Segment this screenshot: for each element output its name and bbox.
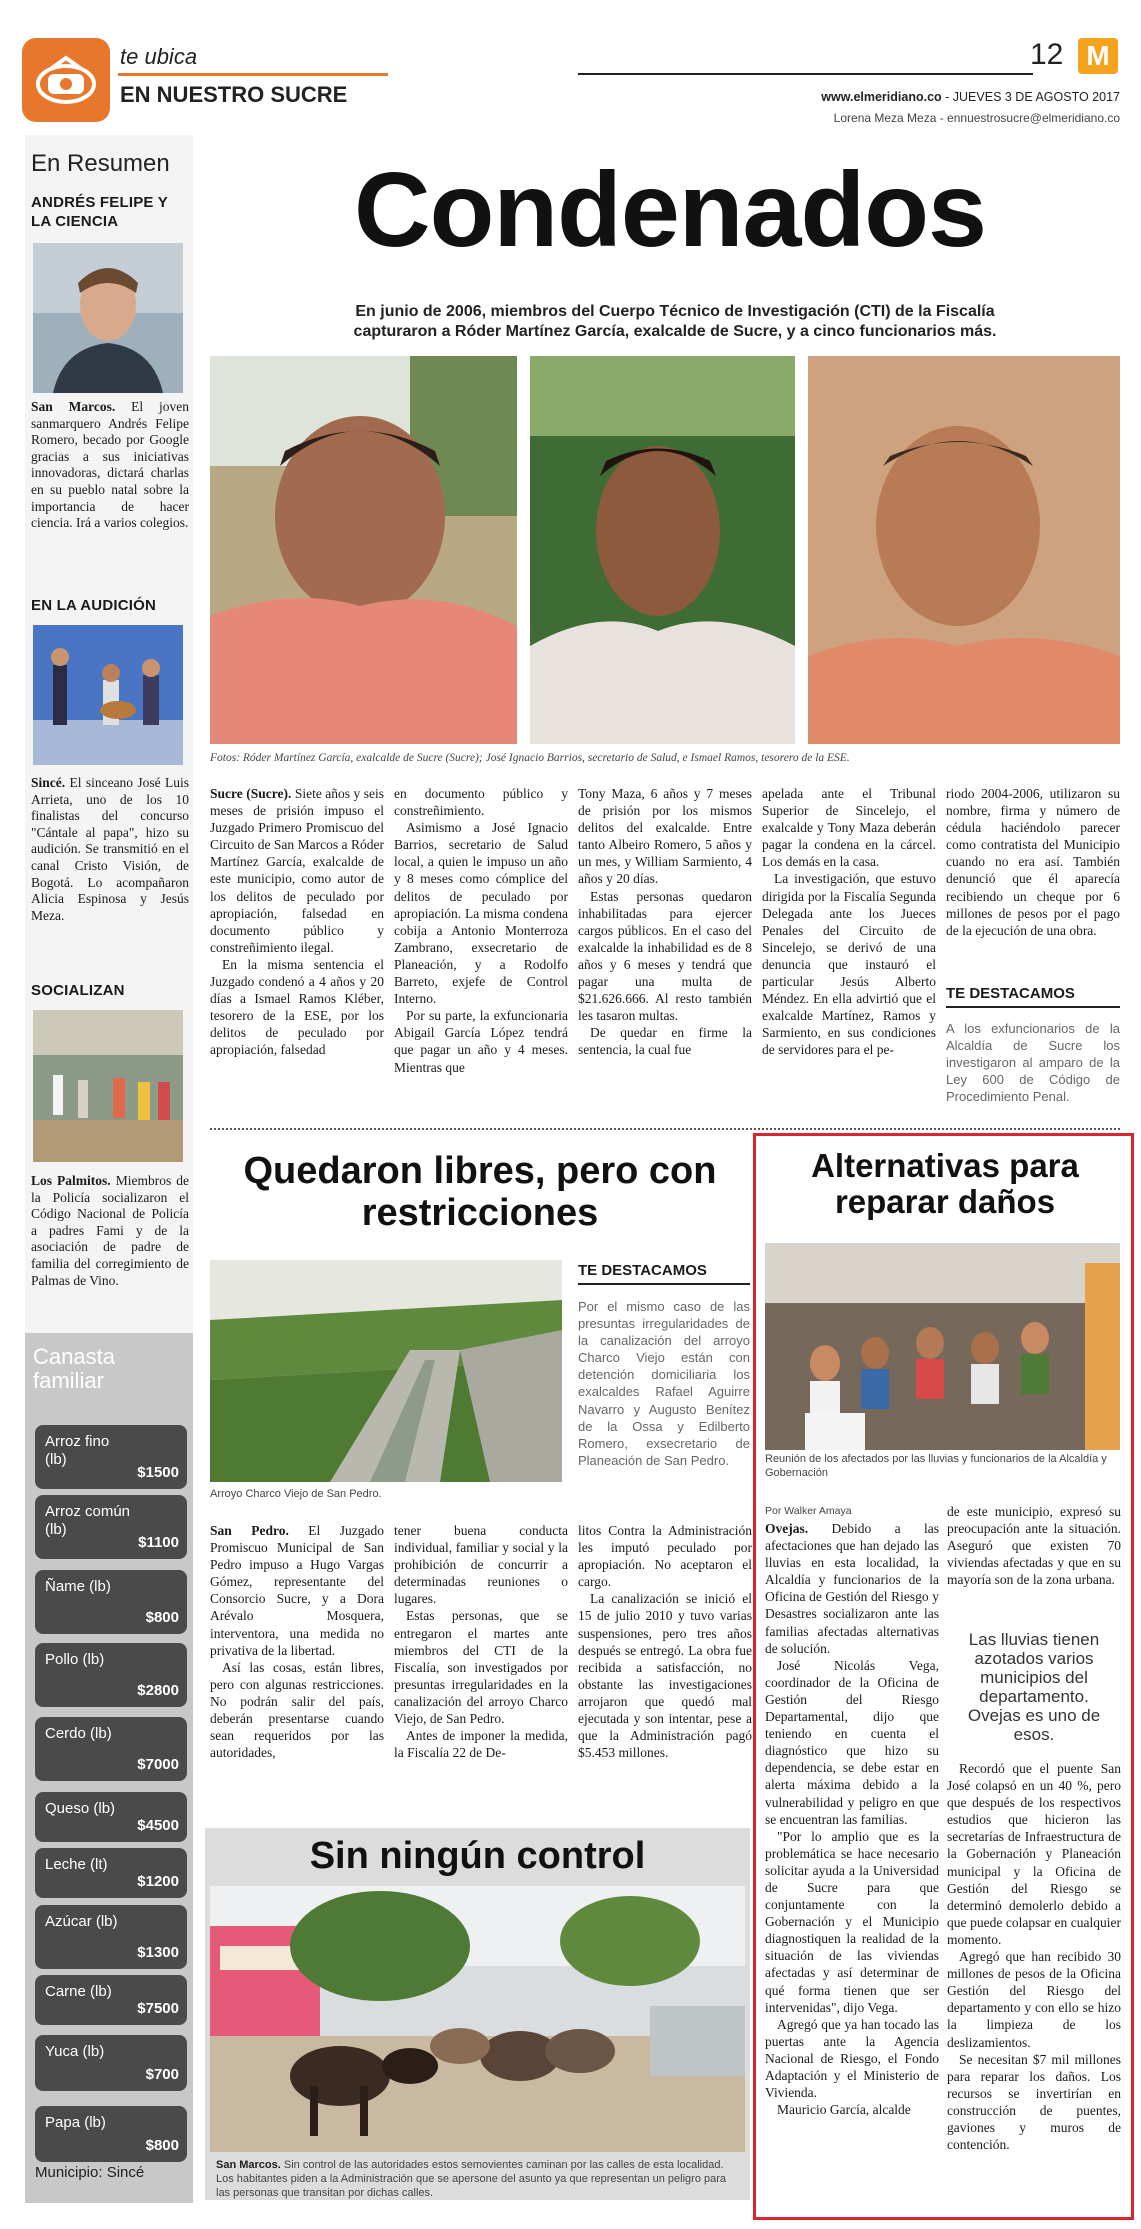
canasta-item-name: Queso (lb) (45, 1800, 116, 1817)
alternativas-headline: Alternativas para reparar daños (811, 1147, 1079, 1220)
canasta-item-name: Leche (lt) (45, 1856, 108, 1873)
main-destacamos-text: A los exfuncionarios de la Alcaldía de Sucre los investigaron al amparo de la Ley 600 de Código de Procedimiento Penal. (946, 1021, 1120, 1105)
canasta-item (35, 2106, 187, 2162)
canasta-item (35, 1905, 187, 1969)
sidebar-item2-text (31, 775, 189, 924)
control-headline: Sin ningún control (309, 1835, 646, 1877)
libres-col3b-text: La canalización se inició el 15 de julio 2010 y tuvo varias suspensiones, pero tres años después se entregó. La obra fue recibida a satisfacción, no obstante las investigaciones arrojaron que quedó mal ejecutada y son intentar, pese a que la Administración pagó $5.453 millones. (578, 1591, 752, 1761)
ismael-ramos-photo (808, 356, 1120, 744)
libres-destacamos-text: Por el mismo caso de las presuntas irregularidades de la canalización del arroyo Charco Viejo están con detención domiciliaria los exalcaldes Rafael Aguirre Navarro y Augusto Benítez de la Ossa y Edilberto Romero, exsecretario de Planeación de San Pedro. (578, 1299, 750, 1468)
header-byline: Lorena Meza Meza - ennuestrosucre@elmeridiano.co (833, 111, 1120, 125)
roder-martinez-photo (210, 356, 517, 744)
alternativas-lead: Ovejas. (765, 1521, 809, 1536)
sidebar-item3-lead: Los Palmitos. (31, 1173, 111, 1188)
control-lead: San Marcos. (216, 2159, 281, 2171)
socializan-photo (33, 1010, 183, 1162)
main-col3b-text: Estas personas quedaron inhabilitadas para ejercer cargos públicos. En el caso del exalcalde la inhabilidad es de 8 años y 6 meses y tendrá que pagar una multa de $21.626.666. Al resto también les tasaron multas. (578, 888, 752, 1024)
alternativas-col1d-text: Agregó que ya han tocado las puertas ante la Agencia Nacional de Riesgo, el Fondo Adaptación y el Ministerio de Vivienda. (765, 2016, 939, 2101)
main-col3a-text: Tony Maza, 6 años y 7 meses de prisión por los mismos delitos del exalcalde. Entre tanto Albeiro Romero, 5 años y un mes, y William Sarmiento, 4 años y 20 días. (578, 786, 752, 887)
canasta-item-name: Ñame (lb) (45, 1578, 111, 1595)
alternativas-col2a-text: de este municipio, expresó su preocupación ante la situación. Aseguró que existen 70 viviendas afectadas y que en su mayoría son de la zona urbana. (947, 1504, 1121, 1588)
sidebar-item2-body: El sinceano José Luis Arrieta, uno de los 10 finalistas del concurso "Cántale al papa", hizo su audición. Se transmitió en el canal Cristo Visión, de Bogotá. Lo acompañaron Alicia Espinosa y Jesús Meza. (31, 775, 189, 923)
libres-col1-text: El Juzgado Promiscuo Municipal de San Pedro impuso a Hugo Vargas Gómez, representante del Consorcio Sucre, y a Dora Arévalo Mosquera, interventora, una medida no privativa de la libertad. (210, 1523, 384, 1658)
alternativas-col1c-text: "Por lo amplio que es la problemática se hace necesario solicitar ayuda a la Universidad de Sucre para que conjuntamente con la Gobernación y el Municipio diagnostiquen la realidad de la situación de las viviendas afectadas y así determinar de qué forma tienen que ser intervenidas", dijo Vega. (765, 1828, 939, 2015)
canasta-item (35, 1425, 187, 1489)
location-badge-icon (22, 38, 110, 122)
header-dateline (750, 90, 1120, 104)
libres-col-2 (394, 1522, 568, 1807)
libres-col2c-text: Antes de imponer la medida, la Fiscalía 22 de De- (394, 1728, 568, 1761)
sidebar-item1-body: El joven sanmarquero Andrés Felipe Romero, becado por Google gracias a sus iniciativas innovadoras, dictará charlas en su pueblo natal sobre la importancia de hacer ciencia. Irá a varios colegios. (31, 399, 189, 531)
canasta-item (35, 1570, 187, 1634)
issue-date: - JUEVES 3 DE AGOSTO 2017 (941, 90, 1120, 104)
sidebar-item2-heading: EN LA AUDICIÓN (31, 597, 157, 614)
canasta-item-price: $700 (145, 2066, 179, 2083)
libres-col2a-text: tener buena conducta individual, familiar y social y la prohibición de concurrir a determinadas reuniones o lugares. (394, 1523, 568, 1607)
libres-col1b-text: Así las cosas, están libres, pero con algunas restricciones. No podrán salir del país, deberán presentarse cuando sean requeridos por las autoridades, (210, 1659, 384, 1761)
arroyo-charco-viejo-photo (210, 1260, 562, 1482)
main-col2b-text: Asimismo a José Ignacio Barrios, secretario de Salud local, a quien le impuso un año y 8 meses como cómplice del delitos de peculado por apropiación. La misma condena cobija a Antonio Monterroza Zambrano, exsecretario de Planeación, y a Rodolfo Barreto, exjefe de Control Interno. (394, 820, 568, 1007)
canasta-item-price: $1100 (138, 1534, 179, 1551)
jose-ignacio-barrios-photo (530, 356, 795, 744)
canasta-item-price: $800 (145, 1609, 179, 1626)
audicion-photo (33, 625, 183, 765)
alternativas-byline: Por Walker Amaya (765, 1505, 852, 1517)
main-deck: En junio de 2006, miembros del Cuerpo Técnico de Investigación (CTI) de la Fiscalía capturaron a Róder Martínez García, exalcalde de Sucre, y a cinco funcionarios más. (353, 303, 997, 340)
alternativas-col2c-text: Agregó que han recibido 30 millones de pesos de la Oficina Gestión del Riesgo del departamento y con ello se hizo la limpieza de los deslizamientos. (947, 1949, 1121, 2050)
site-url[interactable]: www.elmeridiano.co (821, 90, 942, 104)
reunion-afectados-photo (765, 1243, 1120, 1450)
canasta-item (35, 1643, 187, 1707)
main-col-4 (762, 785, 936, 1125)
libres-photo-caption: Arroyo Charco Viejo de San Pedro. (210, 1488, 382, 1500)
canasta-item-name: Arroz fino (lb) (45, 1433, 110, 1468)
section-label-top: te ubica (120, 44, 198, 69)
header-rule (578, 73, 1033, 75)
main-col2c-text: Por su parte, la exfuncionaria Abigail García López tendrá que pagar un año y 4 meses. Mientras que (394, 1008, 568, 1075)
canasta-item-name: Carne (lb) (45, 1983, 112, 2000)
canasta-item-price: $2800 (137, 1682, 179, 1699)
canasta-item-name: Papa (lb) (45, 2114, 106, 2131)
alternativas-col1-text: Debido a las afectaciones que han dejado las lluvias en esta localidad, la Alcaldía y funcionarios de la Oficina de Gestión del Riesgo y Desastres socializaron ante las familias afectadas alternativas de solución. (765, 1521, 939, 1656)
andres-felipe-photo (33, 243, 183, 393)
canasta-item-name: Arroz común (lb) (45, 1503, 131, 1538)
main-col1b-text: En la misma sentencia el Juzgado condenó a 4 años y 20 días a Ismael Ramos Kléber, tesorero de la ESE, por los delitos de peculado por apropiación, falsedad (210, 956, 384, 1058)
semovientes-photo (210, 1886, 745, 2152)
libres-col3a-text: litos Contra la Administración les imputó peculado por apropiación. No aceptaron el cargo. (578, 1523, 752, 1590)
libres-col-3 (578, 1522, 752, 1807)
canasta-item-price: $1200 (137, 1873, 179, 1890)
libres-destacamos-heading: TE DESTACAMOS (578, 1262, 750, 1285)
main-col5a-text: riodo 2004-2006, utilizaron su nombre, firma y número de cédula haciéndolo parecer como contratista del Municipio cuando no era así. También denunció que él aparecía recibiendo un cheque por 6 millones de pesos por el pago de la ejecución de una obra. (946, 786, 1120, 938)
section-label-bottom: EN NUESTRO SUCRE (120, 82, 348, 107)
alternativas-col2b-text: Recordó que el puente San José colapsó en un 40 %, pero que después de los respectivos estudios que hicieron las secretarías de Infraestructura de la Gobernación y Planeación municipal y la Oficina de Gestión del Riesgo se determinó demolerlo debido a que puede colapsar en cualquier momento. (947, 1761, 1121, 1947)
canasta-item (35, 1848, 187, 1898)
canasta-item-price: $1500 (137, 1464, 179, 1481)
control-caption-text: Sin control de las autoridades estos semovientes caminan por las calles de esta localidad. Los habitantes piden a la Administración que se apersone del asunto ya que representan un peligro para las personas que transitan por dichas calles. (216, 2159, 727, 2199)
canasta-item-price: $7000 (137, 1756, 179, 1773)
main-col4b-text: La investigación, que estuvo dirigida por la Fiscalía Segunda Delegada ante los Jueces Penales del Circuito de Sincelejo, se derivó de una denuncia que instauró el particular Jesús Alberto Méndez. En ella advirtió que el exalcalde Martínez, Ramos y Sarmiento, en sus condiciones de servidores para el pe- (762, 871, 936, 1058)
main-lead: Sucre (Sucre). (210, 786, 292, 801)
main-col4a-text: apelada ante el Tribunal Superior de Sincelejo, el exalcalde y Tony Maza deberán pagar la condena en la cárcel. Los demás en la casa. (762, 786, 936, 870)
libres-headline: Quedaron libres, pero con restricciones (243, 1150, 717, 1234)
canasta-item (35, 2035, 187, 2091)
section-divider (210, 1128, 1120, 1130)
canasta-item (35, 1792, 187, 1842)
sidebar-item3-heading: SOCIALIZAN (31, 982, 125, 999)
sidebar-item3-body: Miembros de la Policía socializaron el Código Nacional de Policía a padres Fami y de la asociación de padre de familia del corregimiento de Palmas de Vino. (31, 1173, 189, 1288)
libres-col2b-text: Estas personas, que se entregaron el martes ante miembros del CTI de la Fiscalía, son investigados por presuntas irregularidades en la canalización del arroyo Charco Viejo, de San Pedro. (394, 1608, 568, 1727)
canasta-item-price: $4500 (137, 1817, 179, 1834)
canasta-item (35, 1975, 187, 2025)
alternativas-col-2a (947, 1503, 1121, 1623)
canasta-footer: Municipio: Sincé (35, 2164, 145, 2181)
libres-lead: San Pedro. (210, 1523, 289, 1538)
control-caption (216, 2158, 741, 2200)
section-badge (22, 38, 110, 122)
sidebar-item1-lead: San Marcos. (31, 399, 116, 414)
alternativas-col2d-text: Se necesitan $7 mil millones para reparar los daños. Los recursos se invertirían en construcción de puentes, gaviones y muros de contención. (947, 2051, 1121, 2153)
sidebar-resumen (25, 135, 193, 1333)
meridiano-logo: M (1078, 38, 1118, 74)
alternativas-col1b-text: José Nicolás Vega, coordinador de la Oficina de Gestión del Riesgo Departamental, dijo que teniendo en cuenta el diagnóstico que hizo su dependencia, se debe estar en alerta máxima debido a la vulnerabilidad y peligro en que se encuentran las familias. (765, 1657, 939, 1827)
canasta-item-name: Cerdo (lb) (45, 1725, 112, 1742)
canasta-item-price: $800 (145, 2137, 179, 2154)
alternativas-col-2b (947, 1760, 1121, 2208)
main-headline: Condenados (354, 151, 986, 269)
alternativas-photo-caption: Reunión de los afectados por las lluvias y funcionarios de la Alcaldía y Gobernación (765, 1453, 1107, 1479)
canasta-item-price: $7500 (137, 2000, 179, 2017)
main-col-1 (210, 785, 384, 1125)
main-col3c-text: De quedar en firme la sentencia, la cual fue (578, 1025, 752, 1058)
main-col2a-text: en documento público y constreñimiento. (394, 786, 568, 819)
alternativas-col-1 (765, 1520, 939, 2208)
page-number: 12 (1030, 38, 1064, 71)
main-photo-caption: Fotos: Róder Martínez García, exalcalde de Sucre (Sucre); José Ignacio Barrios, secretario de Salud, e Ismael Ramos, tesorero de la ESE. (210, 752, 850, 764)
sidebar-item3-text (31, 1173, 189, 1289)
canasta-item (35, 1717, 187, 1781)
main-col-5 (946, 785, 1120, 965)
canasta-title: Canasta familiar (33, 1344, 115, 1393)
sidebar-item1-heading: ANDRÉS FELIPE Y LA CIENCIA (31, 194, 168, 230)
canasta-item-price: $1300 (137, 1944, 179, 1961)
canasta-item-name: Yuca (lb) (45, 2043, 105, 2060)
main-destacamos-heading: TE DESTACAMOS (946, 985, 1120, 1008)
sidebar-item2-lead: Sincé. (31, 775, 66, 790)
alternativas-col1e-text: Mauricio García, alcalde (777, 2102, 911, 2118)
main-col1-text: Siete años y seis meses de prisión impuso el Juzgado Primero Promiscuo del Circuito de San Marcos a Róder Martínez García, exalcalde de este municipio, como autor de los delitos de peculado por apropiación, falsedad en documento público y constreñimiento ilegal. (210, 786, 384, 955)
libres-col-1 (210, 1522, 384, 1807)
canasta-item-name: Azúcar (lb) (45, 1913, 118, 1930)
canasta-item-name: Pollo (lb) (45, 1651, 105, 1668)
canasta-item (35, 1495, 187, 1559)
main-col-2 (394, 785, 568, 1125)
sidebar-item1-text (31, 399, 189, 532)
alternativas-pullquote: Las lluvias tienen azotados varios municipios del departamento. Ovejas es uno de esos. (967, 1630, 1101, 1744)
main-col-3 (578, 785, 752, 1125)
section-underline (118, 73, 388, 76)
sidebar-title: En Resumen (31, 150, 170, 177)
